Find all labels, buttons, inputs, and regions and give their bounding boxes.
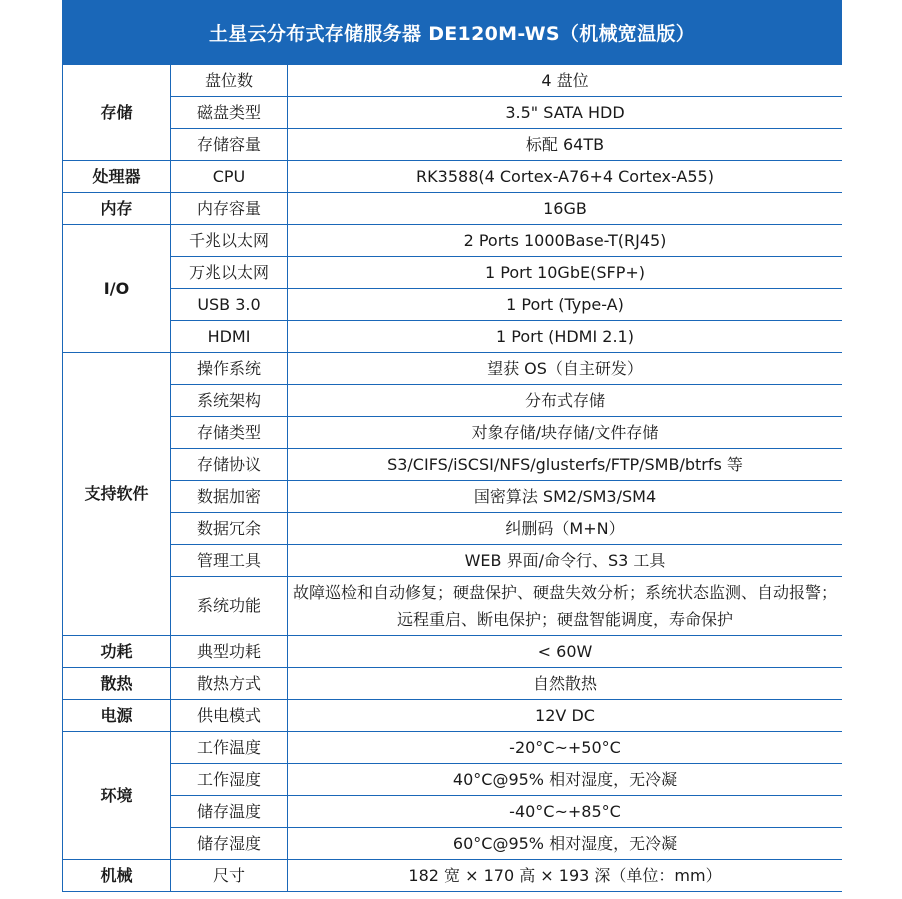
spec-label: 系统功能 [171, 577, 288, 636]
spec-value: < 60W [288, 636, 843, 668]
category-software: 支持软件 [63, 353, 171, 636]
spec-value: 12V DC [288, 700, 843, 732]
spec-label: 系统架构 [171, 385, 288, 417]
spec-value: 望获 OS（自主研发） [288, 353, 843, 385]
spec-label: 储存温度 [171, 796, 288, 828]
spec-value: 国密算法 SM2/SM3/SM4 [288, 481, 843, 513]
table-row [63, 65, 843, 97]
category-memory: 内存 [63, 193, 171, 225]
spec-value: -20°C~+50°C [288, 732, 843, 764]
spec-value: 对象存储/块存储/文件存储 [288, 417, 843, 449]
spec-label: 磁盘类型 [171, 97, 288, 129]
sheet-title: 土星云分布式存储服务器 DE120M-WS（机械宽温版） [62, 0, 842, 65]
spec-label: 操作系统 [171, 353, 288, 385]
spec-label: 数据冗余 [171, 513, 288, 545]
spec-value: 4 盘位 [288, 65, 843, 97]
table-row [63, 764, 843, 796]
spec-label: 存储类型 [171, 417, 288, 449]
table-row [63, 449, 843, 481]
spec-value: 40°C@95% 相对湿度，无冷凝 [288, 764, 843, 796]
table-row [63, 321, 843, 353]
category-io: I/O [63, 225, 171, 353]
spec-value: 60°C@95% 相对湿度，无冷凝 [288, 828, 843, 860]
category-chassis: 机械 [63, 860, 171, 892]
spec-value: WEB 界面/命令行、S3 工具 [288, 545, 843, 577]
spec-value: 故障巡检和自动修复；硬盘保护、硬盘失效分析；系统状态监测、自动报警；远程重启、断电保护；硬盘智能调度，寿命保护 [288, 577, 843, 636]
category-environment: 环境 [63, 732, 171, 860]
table-row [63, 353, 843, 385]
spec-label: 数据加密 [171, 481, 288, 513]
table-row [63, 732, 843, 764]
spec-label: 工作湿度 [171, 764, 288, 796]
spec-label: 存储容量 [171, 129, 288, 161]
category-power-supply: 电源 [63, 700, 171, 732]
spec-value: 1 Port 10GbE(SFP+) [288, 257, 843, 289]
spec-label: 工作温度 [171, 732, 288, 764]
spec-label: 散热方式 [171, 668, 288, 700]
spec-value: 2 Ports 1000Base-T(RJ45) [288, 225, 843, 257]
table-row [63, 97, 843, 129]
spec-value: 1 Port (HDMI 2.1) [288, 321, 843, 353]
table-row [63, 796, 843, 828]
spec-label: 管理工具 [171, 545, 288, 577]
category-storage: 存储 [63, 65, 171, 161]
spec-label: USB 3.0 [171, 289, 288, 321]
spec-value: RK3588(4 Cortex-A76+4 Cortex-A55) [288, 161, 843, 193]
spec-label: 千兆以太网 [171, 225, 288, 257]
category-cooling: 散热 [63, 668, 171, 700]
spec-value: 3.5" SATA HDD [288, 97, 843, 129]
spec-table [62, 65, 842, 892]
table-row [63, 257, 843, 289]
table-row [63, 129, 843, 161]
spec-value: 16GB [288, 193, 843, 225]
table-row [63, 193, 843, 225]
table-row [63, 577, 843, 636]
spec-value: 标配 64TB [288, 129, 843, 161]
spec-value: S3/CIFS/iSCSI/NFS/glusterfs/FTP/SMB/btrfs 等 [288, 449, 843, 481]
spec-label: CPU [171, 161, 288, 193]
spec-label: 供电模式 [171, 700, 288, 732]
table-row [63, 828, 843, 860]
table-row [63, 545, 843, 577]
spec-value: 182 宽 × 170 高 × 193 深（单位：mm） [288, 860, 843, 892]
spec-label: 典型功耗 [171, 636, 288, 668]
spec-label: 盘位数 [171, 65, 288, 97]
spec-label: 尺寸 [171, 860, 288, 892]
spec-label: 储存湿度 [171, 828, 288, 860]
spec-value: 自然散热 [288, 668, 843, 700]
table-row [63, 161, 843, 193]
spec-label: 万兆以太网 [171, 257, 288, 289]
category-processor: 处理器 [63, 161, 171, 193]
table-row [63, 700, 843, 732]
table-row [63, 636, 843, 668]
spec-value: 纠删码（M+N） [288, 513, 843, 545]
table-row [63, 481, 843, 513]
table-row [63, 385, 843, 417]
spec-value: 分布式存储 [288, 385, 843, 417]
category-power-consumption: 功耗 [63, 636, 171, 668]
spec-label: 存储协议 [171, 449, 288, 481]
spec-value: 1 Port (Type-A) [288, 289, 843, 321]
table-row [63, 225, 843, 257]
table-row [63, 668, 843, 700]
spec-value: -40°C~+85°C [288, 796, 843, 828]
table-row [63, 860, 843, 892]
spec-sheet [62, 0, 842, 899]
spec-label: 内存容量 [171, 193, 288, 225]
table-row [63, 289, 843, 321]
spec-label: HDMI [171, 321, 288, 353]
table-row [63, 513, 843, 545]
table-row [63, 417, 843, 449]
